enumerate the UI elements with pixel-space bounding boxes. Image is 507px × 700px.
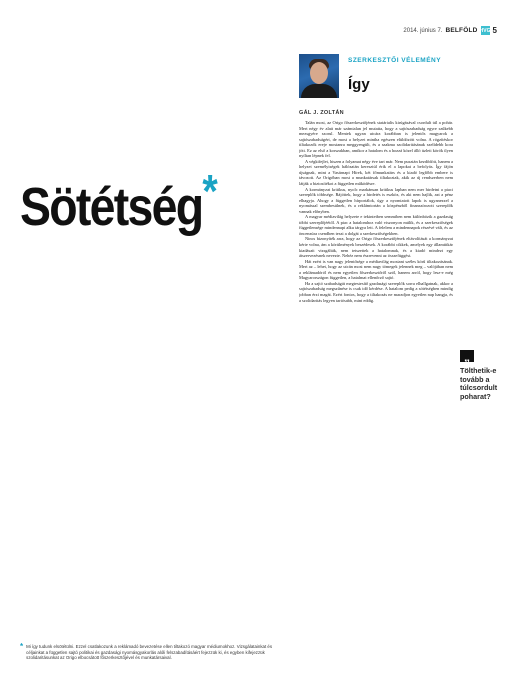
footnote-text: Mi így tudunk elsötétülni. Ezzel csatlakozunk a reklámadó bevezetése ellen tiltakozó magyar médiumokhoz. Vizsgálatainkat és céljainkat a független sajtó politikai és gazdasági nyomásgyakorlás alóli felszabadításáért fejezzük ki, és egyben kifejezzük szolidaritásunkat az Origo elbocsátott főszerkesztőjével és munkatársaival.	[26, 644, 273, 661]
title-text: Sötétség	[20, 177, 203, 237]
footnote	[20, 644, 290, 661]
body-paragraph: Ha a sajtó szabadságát megtestesítő gazdasági szereplők sorra elhallgatnak, akkor a sajtószabadság megszűnése is csak idő kérdése. A hatalom pedig a sötétségben mindig jobban érzi magát. Ezért fontos, hogy a tiltakozás ne maradjon egyetlen nap hangja, és a szolidaritás legyen tartósabb, mint eddig.	[299, 280, 453, 303]
page-header	[403, 26, 497, 35]
footnote-asterisk: *	[20, 642, 24, 651]
body-paragraph: A magyar médiavilág helyzete e tekintetben semmiben nem különbözik a gazdaság többi szereplőjéétől. A piac a hatalomhoz való viszonyon múlik, és a szerkesztőségek függetlensége mindennapi alku tárgya lett. A felelem a mindennapok részévé vált, és az öncenzúra csendben teszi a dolgát a szerkesztőségekben.	[299, 214, 453, 236]
issue-date: 2014. június 7.	[403, 27, 443, 34]
blackout-title	[20, 165, 217, 237]
body-paragraph: Nincs bizonyíték arra, hogy az Origo főszerkesztőjének eltávolítását a kormányzat kérte volna, ám a körülmények beszédesek. A korábbi cikkek, amelyek egy államtitkár kiadásait vizsgálták, nem tetszettek a hatalomnak, és a kiadó mindezt egy átszervezésnek nevezte. Nehéz nem észrevenni az összefüggést.	[299, 236, 453, 259]
body-paragraph: Talán most, az Origo főszerkesztőjének statárialis kirúgásával csordult túl a pohár. Mert négy év alatt már számtalan jel mutatta, hogy a sajtószabadság egyre szűkebb mezsgyére szorul. Mentek ugyan utcára korábban is jelentős magyarok a sajtószabadságért, de most a helyzet mintha egészen elüldözött volna. A rögzítéskor tiltakozók ereje mostanra meggyengült, és a szakma szolidaritásának szelídebb kora jött. Ez az első a korszakban, amikor a hatalom és a hozzá közel álló üzleti körök ilyen nyíltan lépnek fel.	[299, 120, 453, 159]
page-number: 5	[492, 26, 497, 35]
quote-mark-icon: „	[460, 350, 474, 362]
body-paragraph: A végkifejlet, hiszen a folyamat négy éve tart már. Nem pusztán kezdődött, hanem a helyzet személyiségek hálózatán keresztül érik el a lapokat a befolyás. Így fájón újságnak, mint a Vasárnapi Hírek, két főmunkatárs és a kiadó legfőbb embere is távozott. Az Origóban most a munkatársak tiltakoztak, akik az új rendszerben nem látják a biztosítékot a független működésre.	[299, 158, 453, 187]
title-asterisk: *	[202, 165, 217, 217]
pull-quote	[460, 350, 504, 401]
body-paragraph: A kormányzat kritikus, nyolc markánsan kritikus lapban nem mer hirdetni a piaci szereplők többsége. Rájöttek, hogy a hirdetés is eszköz, és aki nem hajlik, azt a pénz elhagyja. Ahogy a független hírportálok, úgy a nyomtatott lapok is ugyanezzel a nyomással szembesülnek, és a reklámtortán a közpénzből finanszírozott szereplők vannak előnyben.	[299, 186, 453, 214]
author-byline: GÁL J. ZOLTÁN	[299, 110, 344, 116]
editorial-kicker: SZERKESZTŐI VÉLEMÉNY	[348, 57, 442, 64]
article-body	[299, 120, 453, 646]
author-portrait	[299, 54, 339, 98]
body-paragraph: Hát ezért is van nagy jelentősége a médiavilág mostani széles körű tiltakozásának. Mert az – lehet, hogy az utcán most nem nagy tömegek jelennek meg – valójában nem a reklámadóról és nem egyetlen főszerkesztőről szól, hanem arról, hogy lesz-e még Magyarországon független, a hatalmat ellenőrző sajtó.	[299, 258, 453, 281]
magazine-logo: HVG	[479, 27, 491, 34]
article-headline: Így	[348, 76, 370, 93]
pull-quote-text: Tölthetik-e tovább a túlcsordult poharat?	[460, 366, 498, 401]
section-label: BELFÖLD	[445, 27, 478, 34]
